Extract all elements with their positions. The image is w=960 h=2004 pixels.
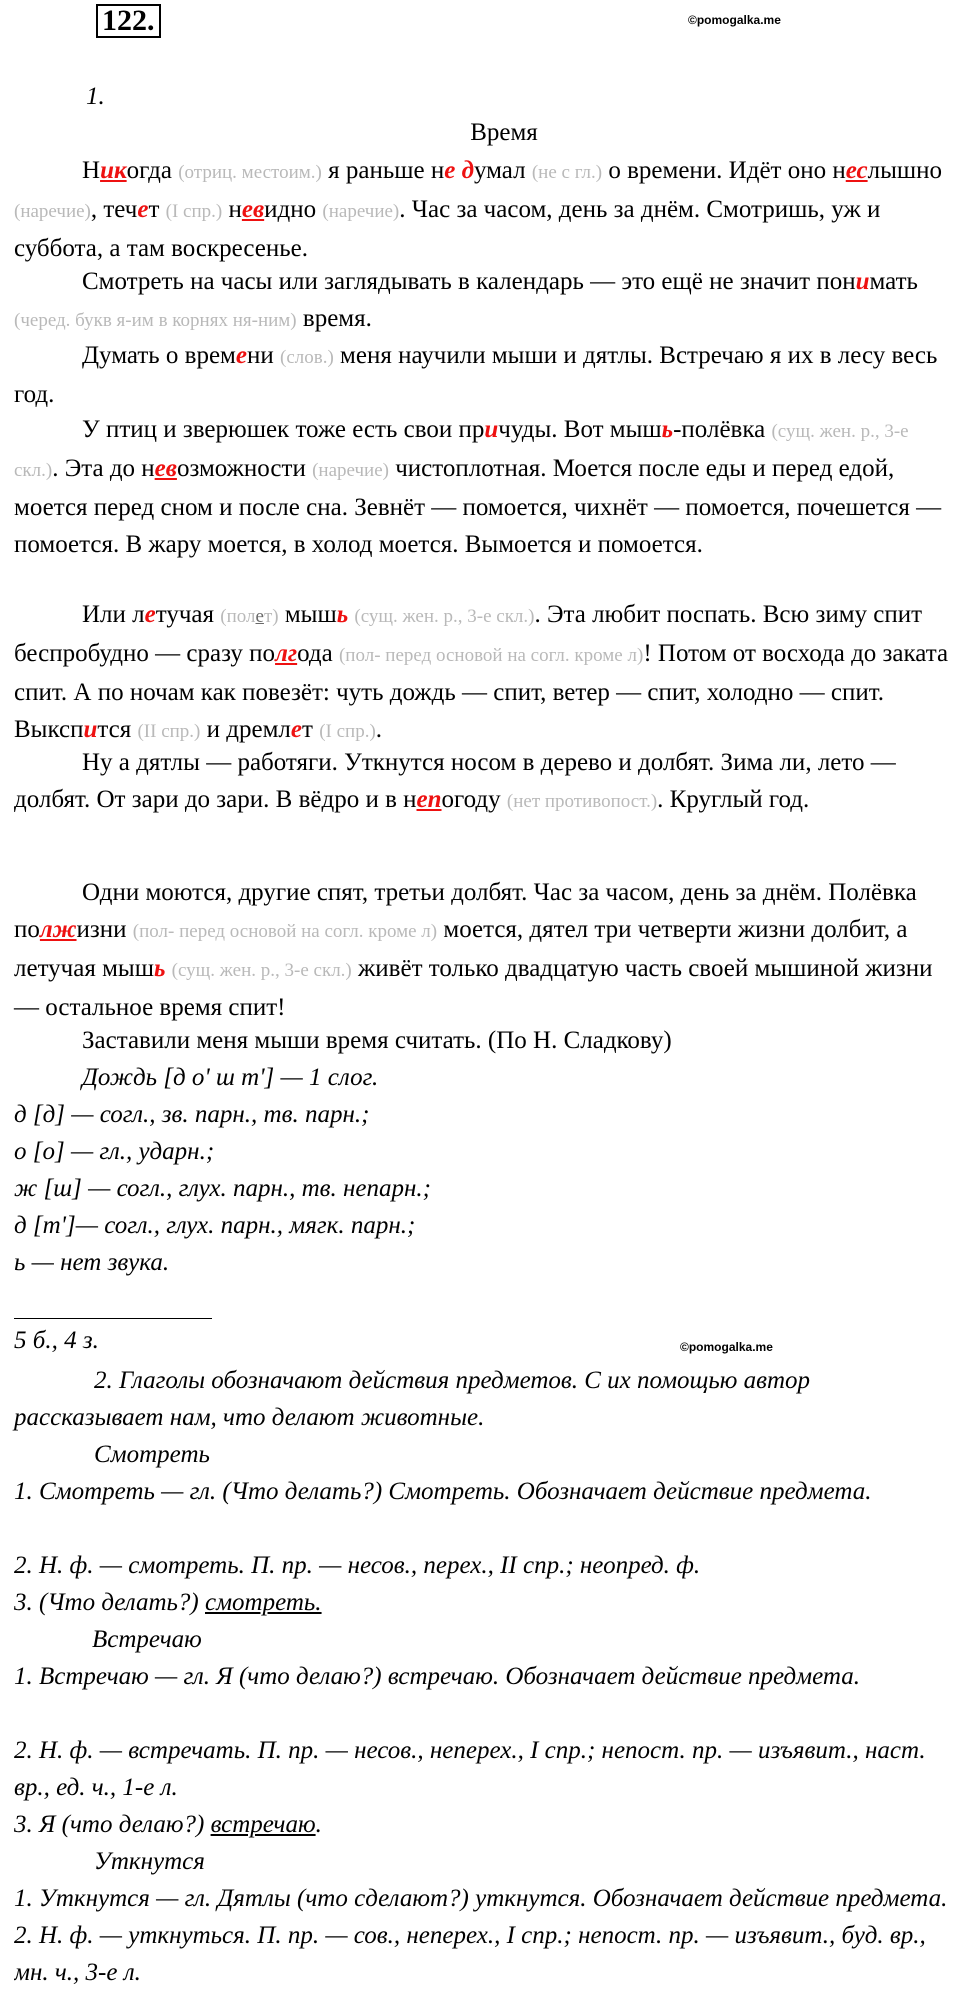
paragraph-2: Смотреть на часы или заглядывать в календарь — это ещё не значит понимать (черед. букв я-им в корнях ня-ним) время.: [14, 268, 918, 332]
paragraph-1: Никогда (отриц. местоим.) я раньше не думал (не с гл.) о времени. Идёт оно неслышно (наречие), течет (I спр.) невидно (наречие). Час за часом, день за днём. Смотришь, уж и суббота, а там воскресенье.: [14, 157, 943, 262]
word-1-line-2: 2. Н. ф. — смотреть. П. пр. — несов., перех., II спр.; неопред. ф.: [14, 1552, 701, 1579]
word-3-line-2: 2. Н. ф. — уткнуться. П. пр. — сов., неперех., I спр.; непост. пр. — изъявит., буд. вр., мн. ч., 3-е л.: [14, 1922, 926, 1986]
word-1-title: Смотреть: [94, 1441, 210, 1468]
word-1-line-1: 1. Смотреть — гл. (Что делать?) Смотреть. Обозначает действие предмета.: [14, 1478, 872, 1505]
part-1-label: 1.: [86, 83, 105, 110]
paragraph-5: Или летучая (полет) мышь (сущ. жен. р., 3-е скл.). Эта любит поспать. Всю зиму спит беспробудно — сразу полгода (пол- перед основой на согл. кроме л)! Потом от восхода до заката спит. А по ночам как повезёт: чуть дождь — спит, ветер — спит, холодно — спит. Выкспится (II спр.) и дремлет (I спр.).: [14, 601, 949, 743]
paragraph-6: Ну а дятлы — работяги. Уткнутся носом в дерево и долбят. Зима ли, лето — долбят. От зари до зари. В вёдро и в непогоду (нет противопост.). Круглый год.: [14, 749, 896, 813]
word-2-line-1: 1. Встречаю — гл. Я (что делаю?) встречаю. Обозначает действие предмета.: [14, 1663, 860, 1690]
word-3-line-1: 1. Уткнутся — гл. Дятлы (что сделают?) уткнутся. Обозначает действие предмета.: [14, 1885, 948, 1912]
part-2-intro: 2. Глаголы обозначают действия предметов. С их помощью автор рассказывает нам, что делают животные.: [14, 1367, 811, 1431]
phonetic-line: д [т']— согл., глух. парн., мягк. парн.;: [14, 1212, 416, 1239]
paragraph-4: У птиц и зверюшек тоже есть свои причуды. Вот мышь-полёвка (сущ. жен. р., 3-е скл.). Эта до невозможности (наречие) чистоплотная. Моется после еды и перед едой, моется перед сном и после сна. Зевнёт — помоется, чихнёт — помоется, почешется — помоется. В жару моется, в холод моется. Вымоется и помоется.: [14, 416, 942, 558]
phonetic-line: ж [ш] — согл., глух. парн., тв. непарн.;: [14, 1175, 432, 1202]
footnote-divider: [14, 1318, 212, 1319]
phonetic-heading: Дождь [д о' ш т'] — 1 слог.: [82, 1064, 379, 1091]
phonetic-line: о [о] — гл., ударн.;: [14, 1138, 215, 1165]
paragraph-8: Заставили меня мыши время считать. (По Н. Сладкову): [82, 1027, 672, 1054]
watermark-mid: ©pomogalka.me: [680, 1340, 773, 1354]
footnote: 5 б., 4 з.: [14, 1327, 99, 1354]
phonetic-line: д [д] — согл., зв. парн., тв. парн.;: [14, 1101, 370, 1128]
word-2-line-2: 2. Н. ф. — встречать. П. пр. — несов., неперех., I спр.; непост. пр. — изъявит., наст. вр., ед. ч., 1-е л.: [14, 1737, 926, 1801]
word-2-line-3: 3. Я (что делаю?) встречаю.: [14, 1811, 322, 1838]
word-1-line-3: 3. (Что делать?) смотреть.: [14, 1589, 322, 1616]
watermark-top: ©pomogalka.me: [688, 13, 781, 27]
task-number: 122.: [96, 4, 161, 38]
phonetic-line: ь — нет звука.: [14, 1249, 170, 1276]
word-2-title: Встречаю: [92, 1626, 202, 1653]
word-3-title: Уткнутся: [94, 1848, 205, 1875]
paragraph-7: Одни моются, другие спят, третьи долбят. Час за часом, день за днём. Полёвка полжизни (пол- перед основой на согл. кроме л) моется, дятел три четверти жизни долбит, а летучая мышь (сущ. жен. р., 3-е скл.) живёт только двадцатую часть своей мышиной жизни — остальное время спит!: [14, 879, 933, 1021]
paragraph-3: Думать о времени (слов.) меня научили мыши и дятлы. Встречаю я их в лесу весь год.: [14, 342, 938, 408]
text-title: Время: [470, 119, 538, 146]
